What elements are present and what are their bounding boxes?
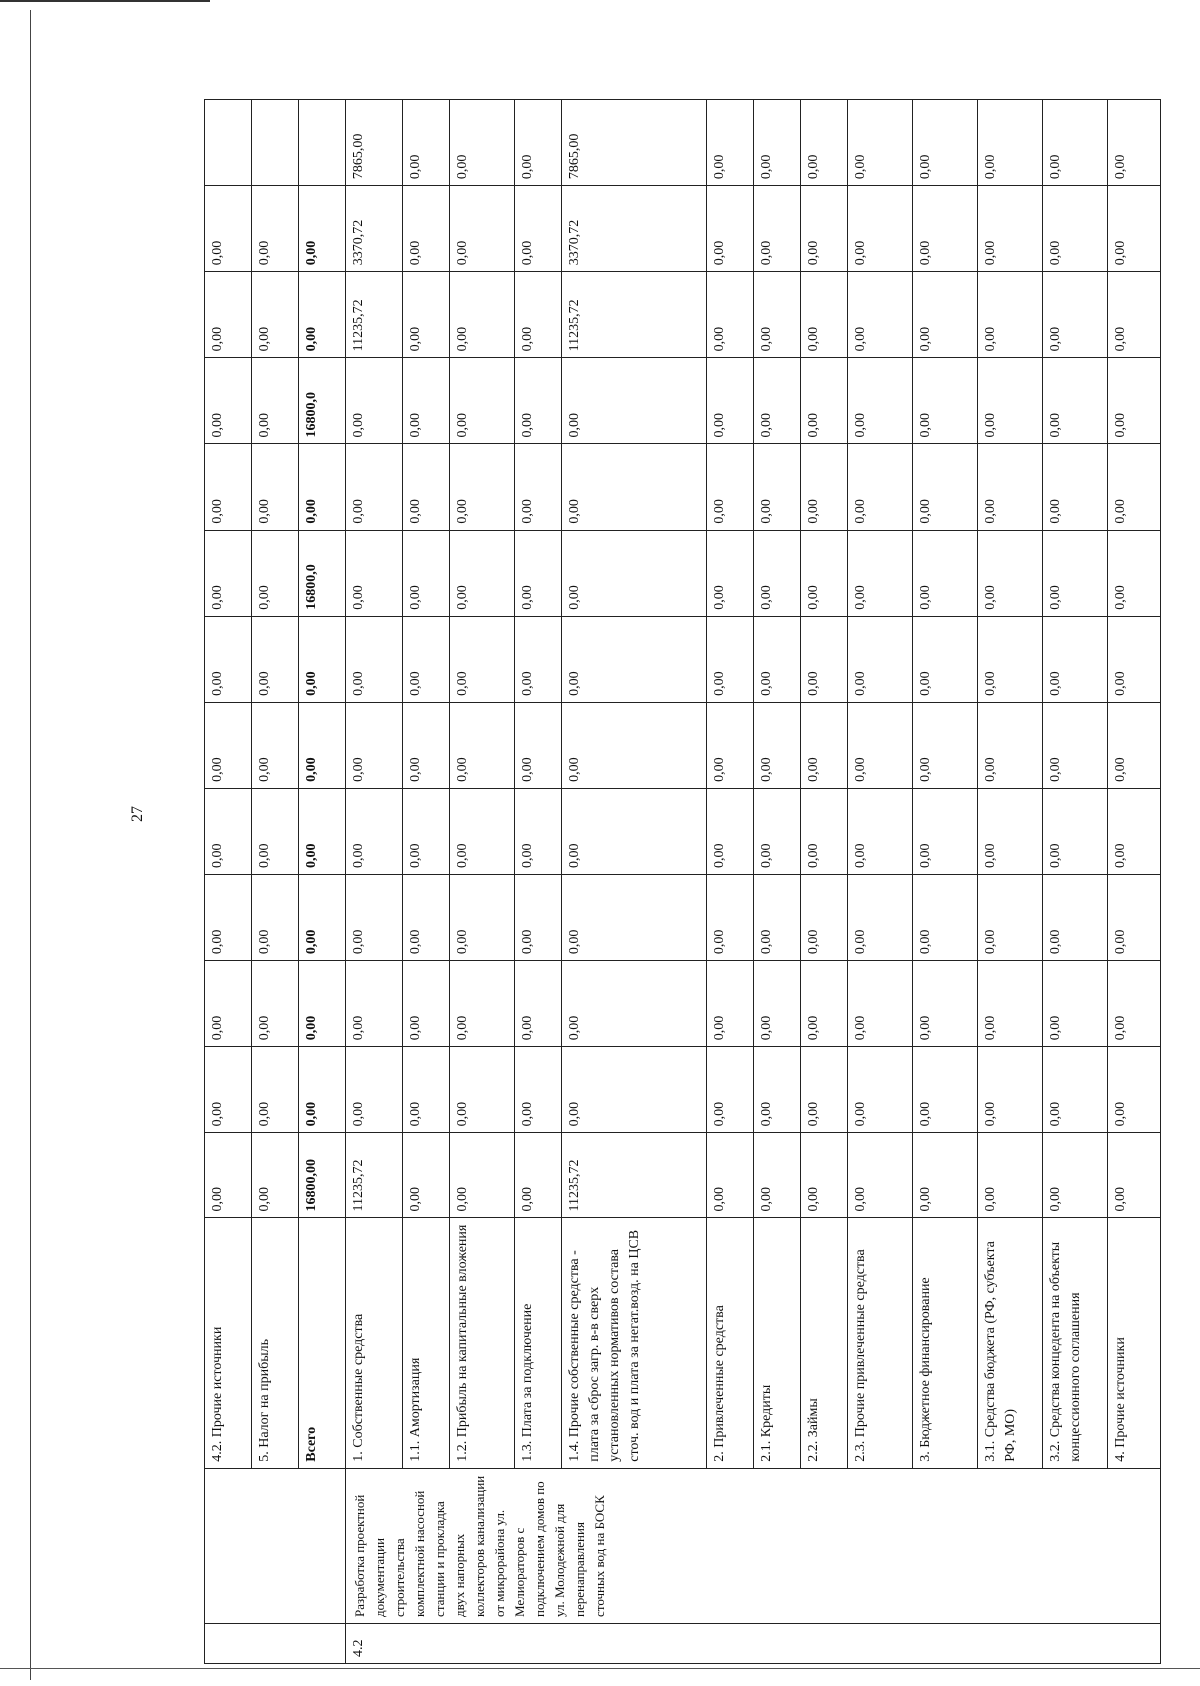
value-cell: 0,00 xyxy=(403,1133,450,1218)
value-cell: 0,00 xyxy=(450,272,515,358)
value-cell: 0,00 xyxy=(450,1133,515,1218)
value-cell: 0,00 xyxy=(801,1133,848,1218)
table-row xyxy=(1043,100,1108,1664)
value-cell: 0,00 xyxy=(913,186,978,272)
value-cell: 0,00 xyxy=(515,100,562,186)
source-cell: 1. Собственные средства xyxy=(346,1218,403,1468)
value-cell: 0,00 xyxy=(754,272,801,358)
value-cell: 0,00 xyxy=(707,961,754,1047)
source-cell: 3.2. Средства концедента на объекты концессионного соглашения xyxy=(1043,1218,1108,1468)
value-cell: 0,00 xyxy=(1043,875,1108,961)
value-cell: 0,00 xyxy=(205,616,252,702)
value-cell: 0,00 xyxy=(403,875,450,961)
value-cell xyxy=(299,100,346,186)
value-cell: 0,00 xyxy=(848,186,913,272)
value-cell: 0,00 xyxy=(1108,616,1161,702)
value-cell: 0,00 xyxy=(707,702,754,788)
table-row xyxy=(252,100,299,1664)
table-row xyxy=(299,100,346,1664)
value-cell: 0,00 xyxy=(515,788,562,874)
source-cell: 4. Прочие источники xyxy=(1108,1218,1161,1468)
value-cell: 0,00 xyxy=(205,875,252,961)
value-cell xyxy=(252,100,299,186)
value-cell: 0,00 xyxy=(205,186,252,272)
value-cell: 0,00 xyxy=(403,616,450,702)
value-cell: 3370,72 xyxy=(346,186,403,272)
value-cell: 0,00 xyxy=(754,1133,801,1218)
value-cell: 0,00 xyxy=(1108,702,1161,788)
value-cell: 0,00 xyxy=(707,100,754,186)
value-cell: 0,00 xyxy=(978,358,1043,444)
value-cell: 0,00 xyxy=(707,875,754,961)
value-cell: 0,00 xyxy=(754,358,801,444)
project-cell xyxy=(205,1468,346,1623)
value-cell: 0,00 xyxy=(252,358,299,444)
value-cell: 0,00 xyxy=(978,702,1043,788)
value-cell: 0,00 xyxy=(1043,1133,1108,1218)
number-cell xyxy=(205,1623,346,1663)
value-cell: 0,00 xyxy=(848,100,913,186)
table-row xyxy=(978,100,1043,1664)
value-cell: 0,00 xyxy=(252,272,299,358)
value-cell: 0,00 xyxy=(913,358,978,444)
value-cell: 0,00 xyxy=(299,186,346,272)
value-cell: 0,00 xyxy=(1043,961,1108,1047)
value-cell: 0,00 xyxy=(205,530,252,616)
value-cell: 0,00 xyxy=(252,616,299,702)
value-cell: 11235,72 xyxy=(346,272,403,358)
value-cell: 0,00 xyxy=(205,444,252,530)
value-cell: 0,00 xyxy=(562,1047,707,1133)
value-cell: 0,00 xyxy=(913,100,978,186)
value-cell: 0,00 xyxy=(1043,788,1108,874)
table-row xyxy=(346,100,403,1664)
value-cell: 0,00 xyxy=(754,616,801,702)
value-cell: 0,00 xyxy=(205,358,252,444)
value-cell: 0,00 xyxy=(205,1047,252,1133)
value-cell: 0,00 xyxy=(913,616,978,702)
value-cell: 0,00 xyxy=(978,875,1043,961)
value-cell: 0,00 xyxy=(913,272,978,358)
value-cell: 0,00 xyxy=(403,272,450,358)
value-cell: 0,00 xyxy=(346,530,403,616)
value-cell: 0,00 xyxy=(707,1133,754,1218)
value-cell: 0,00 xyxy=(205,1133,252,1218)
value-cell: 16800,0 xyxy=(299,530,346,616)
source-cell: Всего xyxy=(299,1218,346,1468)
value-cell: 0,00 xyxy=(450,616,515,702)
table-row xyxy=(562,100,707,1664)
value-cell: 11235,72 xyxy=(346,1133,403,1218)
value-cell: 0,00 xyxy=(403,961,450,1047)
value-cell: 0,00 xyxy=(299,961,346,1047)
value-cell: 0,00 xyxy=(562,358,707,444)
value-cell: 0,00 xyxy=(515,358,562,444)
value-cell: 0,00 xyxy=(346,788,403,874)
table-row xyxy=(403,100,450,1664)
value-cell: 0,00 xyxy=(299,272,346,358)
value-cell: 0,00 xyxy=(801,272,848,358)
section-number: 4.2 xyxy=(346,1623,1161,1663)
source-cell: 1.4. Прочие собственные средства - плата за сброс загр. в-в сверх установленных нормативов состава сточ. вод и плата за негат.возд. на ЦСВ xyxy=(562,1218,707,1468)
value-cell: 0,00 xyxy=(450,186,515,272)
value-cell: 0,00 xyxy=(515,1047,562,1133)
investment-table xyxy=(204,99,1161,1664)
value-cell: 0,00 xyxy=(848,788,913,874)
value-cell: 0,00 xyxy=(299,616,346,702)
value-cell: 0,00 xyxy=(562,961,707,1047)
value-cell: 0,00 xyxy=(346,961,403,1047)
value-cell: 0,00 xyxy=(1108,358,1161,444)
value-cell: 0,00 xyxy=(515,186,562,272)
value-cell: 0,00 xyxy=(346,616,403,702)
value-cell: 0,00 xyxy=(252,530,299,616)
value-cell: 0,00 xyxy=(1108,444,1161,530)
value-cell: 0,00 xyxy=(562,530,707,616)
value-cell: 0,00 xyxy=(346,875,403,961)
value-cell: 0,00 xyxy=(252,875,299,961)
value-cell: 0,00 xyxy=(1108,186,1161,272)
value-cell: 0,00 xyxy=(913,961,978,1047)
value-cell: 0,00 xyxy=(515,272,562,358)
value-cell: 0,00 xyxy=(801,616,848,702)
value-cell: 0,00 xyxy=(707,272,754,358)
value-cell: 0,00 xyxy=(515,616,562,702)
value-cell: 0,00 xyxy=(913,702,978,788)
table-row xyxy=(801,100,848,1664)
table-row xyxy=(1108,100,1161,1664)
source-cell: 1.1. Амортизация xyxy=(403,1218,450,1468)
value-cell: 0,00 xyxy=(515,961,562,1047)
value-cell: 0,00 xyxy=(450,961,515,1047)
value-cell: 0,00 xyxy=(801,100,848,186)
value-cell: 0,00 xyxy=(252,788,299,874)
value-cell: 3370,72 xyxy=(562,186,707,272)
source-cell: 2. Привлеченные средства xyxy=(707,1218,754,1468)
source-cell: 5. Налог на прибыль xyxy=(252,1218,299,1468)
value-cell: 0,00 xyxy=(848,702,913,788)
value-cell: 0,00 xyxy=(801,444,848,530)
value-cell: 0,00 xyxy=(299,875,346,961)
value-cell: 0,00 xyxy=(848,530,913,616)
value-cell: 0,00 xyxy=(299,788,346,874)
value-cell: 0,00 xyxy=(1043,530,1108,616)
value-cell: 0,00 xyxy=(978,961,1043,1047)
value-cell: 0,00 xyxy=(450,358,515,444)
value-cell: 0,00 xyxy=(978,530,1043,616)
value-cell: 0,00 xyxy=(978,444,1043,530)
value-cell: 11235,72 xyxy=(562,272,707,358)
value-cell: 0,00 xyxy=(403,530,450,616)
value-cell: 0,00 xyxy=(1108,788,1161,874)
value-cell: 0,00 xyxy=(801,961,848,1047)
value-cell: 0,00 xyxy=(754,961,801,1047)
value-cell: 16800,00 xyxy=(299,1133,346,1218)
table-row xyxy=(515,100,562,1664)
value-cell: 0,00 xyxy=(346,444,403,530)
value-cell: 0,00 xyxy=(801,788,848,874)
source-cell: 3.1. Средства бюджета (РФ, субъекта РФ, МО) xyxy=(978,1218,1043,1468)
value-cell: 0,00 xyxy=(205,788,252,874)
value-cell: 0,00 xyxy=(754,875,801,961)
value-cell: 0,00 xyxy=(913,530,978,616)
value-cell: 0,00 xyxy=(848,616,913,702)
value-cell: 0,00 xyxy=(252,702,299,788)
value-cell: 0,00 xyxy=(913,444,978,530)
value-cell: 0,00 xyxy=(515,702,562,788)
source-cell: 4.2. Прочие источники xyxy=(205,1218,252,1468)
value-cell: 0,00 xyxy=(299,702,346,788)
value-cell: 0,00 xyxy=(515,444,562,530)
value-cell: 0,00 xyxy=(848,875,913,961)
value-cell: 0,00 xyxy=(707,358,754,444)
project-name: Разработка проектной документации строительства комплектной насосной станции и прокладка двух напорных коллекторов канализации от микрорайона ул. Мелиораторов с подключением домов по ул. Молодежной для перенаправления сточных вод на БОСК xyxy=(346,1468,1161,1623)
value-cell: 0,00 xyxy=(252,444,299,530)
page-number: 27 xyxy=(129,806,146,822)
value-cell: 0,00 xyxy=(450,788,515,874)
table-row xyxy=(848,100,913,1664)
value-cell: 0,00 xyxy=(346,1047,403,1133)
value-cell: 0,00 xyxy=(801,702,848,788)
value-cell: 0,00 xyxy=(1108,530,1161,616)
value-cell: 0,00 xyxy=(1043,358,1108,444)
value-cell: 0,00 xyxy=(978,788,1043,874)
value-cell: 0,00 xyxy=(1043,186,1108,272)
value-cell: 0,00 xyxy=(562,875,707,961)
value-cell: 0,00 xyxy=(913,875,978,961)
value-cell: 0,00 xyxy=(754,100,801,186)
value-cell: 0,00 xyxy=(346,358,403,444)
value-cell: 0,00 xyxy=(562,616,707,702)
value-cell: 0,00 xyxy=(403,1047,450,1133)
value-cell: 0,00 xyxy=(848,272,913,358)
value-cell: 0,00 xyxy=(403,702,450,788)
value-cell: 0,00 xyxy=(299,1047,346,1133)
value-cell: 0,00 xyxy=(754,702,801,788)
value-cell: 0,00 xyxy=(1108,961,1161,1047)
value-cell: 0,00 xyxy=(848,1133,913,1218)
table-row xyxy=(205,100,252,1664)
value-cell: 0,00 xyxy=(299,444,346,530)
value-cell: 7865,00 xyxy=(346,100,403,186)
value-cell: 0,00 xyxy=(978,272,1043,358)
value-cell: 0,00 xyxy=(707,1047,754,1133)
table-row xyxy=(913,100,978,1664)
value-cell: 0,00 xyxy=(562,444,707,530)
value-cell: 0,00 xyxy=(1108,1133,1161,1218)
table-row xyxy=(754,100,801,1664)
value-cell: 0,00 xyxy=(978,186,1043,272)
value-cell: 0,00 xyxy=(913,1133,978,1218)
value-cell: 0,00 xyxy=(515,530,562,616)
value-cell: 0,00 xyxy=(754,530,801,616)
value-cell: 0,00 xyxy=(403,100,450,186)
value-cell: 0,00 xyxy=(403,186,450,272)
value-cell: 0,00 xyxy=(1043,100,1108,186)
value-cell: 0,00 xyxy=(978,1047,1043,1133)
value-cell: 0,00 xyxy=(754,788,801,874)
value-cell: 0,00 xyxy=(707,530,754,616)
source-cell: 2.3. Прочие привлеченные средства xyxy=(848,1218,913,1468)
value-cell: 0,00 xyxy=(801,1047,848,1133)
source-cell: 3. Бюджетное финансирование xyxy=(913,1218,978,1468)
value-cell: 0,00 xyxy=(450,702,515,788)
source-cell: 1.2. Прибыль на капитальные вложения xyxy=(450,1218,515,1468)
value-cell: 0,00 xyxy=(562,702,707,788)
value-cell: 0,00 xyxy=(848,444,913,530)
value-cell: 0,00 xyxy=(515,875,562,961)
table-row xyxy=(450,100,515,1664)
scan-border-left xyxy=(30,10,31,1680)
value-cell: 0,00 xyxy=(450,444,515,530)
value-cell: 0,00 xyxy=(205,272,252,358)
value-cell: 0,00 xyxy=(1108,875,1161,961)
source-cell: 2.1. Кредиты xyxy=(754,1218,801,1468)
value-cell: 0,00 xyxy=(754,1047,801,1133)
value-cell: 0,00 xyxy=(252,186,299,272)
value-cell: 0,00 xyxy=(707,444,754,530)
value-cell: 0,00 xyxy=(1043,444,1108,530)
value-cell: 0,00 xyxy=(562,788,707,874)
value-cell: 0,00 xyxy=(450,530,515,616)
value-cell: 0,00 xyxy=(403,788,450,874)
value-cell: 0,00 xyxy=(1108,272,1161,358)
value-cell: 16800,0 xyxy=(299,358,346,444)
value-cell: 0,00 xyxy=(707,186,754,272)
value-cell: 0,00 xyxy=(1043,1047,1108,1133)
value-cell: 0,00 xyxy=(252,1133,299,1218)
table-row xyxy=(707,100,754,1664)
value-cell: 0,00 xyxy=(205,702,252,788)
value-cell: 0,00 xyxy=(754,444,801,530)
value-cell: 0,00 xyxy=(403,358,450,444)
value-cell: 0,00 xyxy=(205,961,252,1047)
value-cell xyxy=(205,100,252,186)
value-cell: 0,00 xyxy=(1043,272,1108,358)
value-cell: 11235,72 xyxy=(562,1133,707,1218)
value-cell: 0,00 xyxy=(848,1047,913,1133)
scan-border-top xyxy=(0,0,210,2)
value-cell: 0,00 xyxy=(848,961,913,1047)
value-cell: 0,00 xyxy=(848,358,913,444)
value-cell: 0,00 xyxy=(801,186,848,272)
value-cell: 0,00 xyxy=(403,444,450,530)
value-cell: 0,00 xyxy=(801,875,848,961)
value-cell: 0,00 xyxy=(707,788,754,874)
value-cell: 0,00 xyxy=(515,1133,562,1218)
value-cell: 0,00 xyxy=(801,530,848,616)
value-cell: 0,00 xyxy=(252,1047,299,1133)
value-cell: 0,00 xyxy=(801,358,848,444)
value-cell: 0,00 xyxy=(1043,702,1108,788)
value-cell: 0,00 xyxy=(978,100,1043,186)
value-cell: 0,00 xyxy=(450,100,515,186)
value-cell: 0,00 xyxy=(1043,616,1108,702)
value-cell: 0,00 xyxy=(252,961,299,1047)
rotated-page xyxy=(204,99,1128,1664)
value-cell: 0,00 xyxy=(450,1047,515,1133)
source-cell: 2.2. Займы xyxy=(801,1218,848,1468)
value-cell: 7865,00 xyxy=(562,100,707,186)
value-cell: 0,00 xyxy=(1108,100,1161,186)
value-cell: 0,00 xyxy=(913,788,978,874)
value-cell: 0,00 xyxy=(1108,1047,1161,1133)
value-cell: 0,00 xyxy=(913,1047,978,1133)
value-cell: 0,00 xyxy=(978,616,1043,702)
value-cell: 0,00 xyxy=(754,186,801,272)
value-cell: 0,00 xyxy=(346,702,403,788)
value-cell: 0,00 xyxy=(707,616,754,702)
source-cell: 1.3. Плата за подключение xyxy=(515,1218,562,1468)
value-cell: 0,00 xyxy=(450,875,515,961)
value-cell: 0,00 xyxy=(978,1133,1043,1218)
scan-border-bottom xyxy=(0,1668,1200,1669)
